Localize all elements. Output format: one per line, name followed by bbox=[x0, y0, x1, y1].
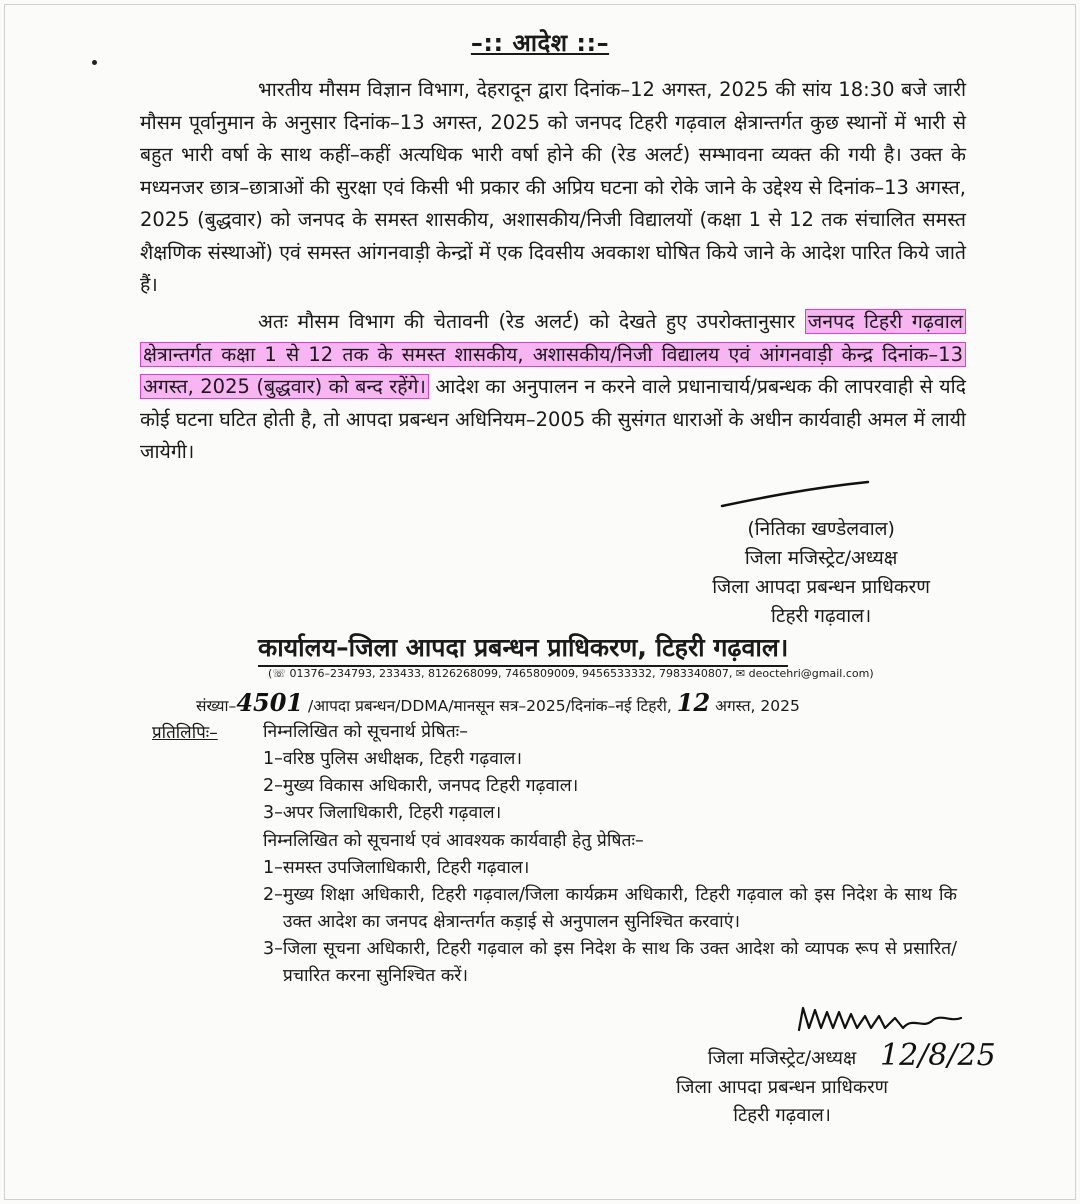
list-item: 2–मुख्य विकास अधिकारी, जनपद टिहरी गढ़वाल। bbox=[263, 776, 579, 796]
copy-intro-2: निम्नलिखित को सूचनार्थ एवं आवश्यक कार्यवाही हेतु प्रेषितः– bbox=[263, 831, 644, 851]
list-item bbox=[263, 936, 957, 990]
copy-list-action bbox=[263, 828, 957, 990]
office-contact: (☏ 01376–234793, 233433, 8126268099, 7465809009, 9456533332, 7983340807, ✉ deoctehri@gmail.com) bbox=[268, 667, 874, 680]
list-item-number: 1– bbox=[263, 858, 283, 878]
copy-intro-1: निम्नलिखित को सूचनार्थ प्रेषितः– bbox=[263, 722, 468, 742]
signatory-authority: जिला आपदा प्रबन्धन प्राधिकरण bbox=[712, 576, 930, 598]
list-item-number: 2– bbox=[263, 885, 283, 905]
signatory-block-1 bbox=[712, 515, 930, 631]
copy-list-info bbox=[263, 719, 957, 827]
signatory-name: (नितिका खण्डेलवाल) bbox=[747, 518, 895, 540]
list-item bbox=[263, 882, 957, 936]
list-item-number: 3– bbox=[263, 939, 283, 959]
order-heading: –:: आदेश ::– bbox=[470, 29, 610, 57]
highlighted-closure-notice: जनपद टिहरी गढ़वाल क्षेत्रान्तर्गत कक्षा 1 से 12 तक के समस्त शासकीय, अशासकीय/निजी विद्यालय एवं आंगनवाड़ी केन्द्र दिनांक–13 अगस्त, 2025 (बुद्धवार) को बन्द रहेंगे। bbox=[140, 309, 966, 399]
ref-middle: /आपदा प्रबन्धन/DDMA/मानसून सत्र–2025/दिनांक–नई टिहरी, bbox=[308, 697, 672, 715]
list-item: 1–वरिष्ठ पुलिस अधीक्षक, टिहरी गढ़वाल। bbox=[263, 749, 523, 769]
paragraph-2-prefix: अतः मौसम विभाग की चेतावनी (रेड अलर्ट) को देखते हुए उपरोक्तानुसार bbox=[258, 310, 796, 333]
ref-label: संख्या– bbox=[196, 697, 237, 715]
signatory-district: टिहरी गढ़वाल। bbox=[770, 605, 872, 627]
handwritten-date: 12/8/25 bbox=[880, 1038, 996, 1073]
list-item: 3–अपर जिलाधिकारी, टिहरी गढ़वाल। bbox=[263, 803, 502, 823]
margin-dot bbox=[92, 60, 97, 65]
ref-number-handwritten: 4501 bbox=[236, 688, 304, 717]
list-item bbox=[263, 855, 957, 882]
ref-suffix: अगस्त, 2025 bbox=[715, 697, 800, 715]
signature-scrawl-2 bbox=[795, 1000, 965, 1036]
ref-day-handwritten: 12 bbox=[676, 688, 711, 717]
reference-line bbox=[196, 688, 800, 717]
signatory-designation: जिला मजिस्ट्रेट/अध्यक्ष bbox=[744, 547, 898, 569]
signatory-authority: जिला आपदा प्रबन्धन प्राधिकरण bbox=[676, 1076, 889, 1098]
office-title: कार्यालय–जिला आपदा प्रबन्धन प्राधिकरण, टिहरी गढ़वाल। bbox=[258, 630, 788, 667]
order-paragraph-1: भारतीय मौसम विज्ञान विभाग, देहरादून द्वारा दिनांक–12 अगस्त, 2025 की सांय 18:30 बजे जारी मौसम पूर्वानुमान के अनुसार दिनांक–13 अगस्त, 2025 को जनपद टिहरी गढ़वाल क्षेत्रान्तर्गत कुछ स्थानों में भारी से बहुत भारी वर्षा के साथ कहीं–कहीं अत्यधिक भारी वर्षा होने की (रेड अलर्ट) सम्भावना व्यक्त की गयी है। उक्त के मध्यनजर छात्र–छात्राओं की सुरक्षा एवं किसी भी प्रकार की अप्रिय घटना को रोके जाने के उद्देश्य से दिनांक–13 अगस्त, 2025 (बुद्धवार) को जनपद के समस्त शासकीय, अशासकीय/निजी विद्यालयों (कक्षा 1 से 12 तक संचालित समस्त शैक्षणिक संस्थाओं) एवं समस्त आंगनवाड़ी केन्द्रों में एक दिवसीय अवकाश घोषित किये जाने के आदेश पारित किये जाते हैं। bbox=[140, 78, 966, 296]
list-item-text: मुख्य शिक्षा अधिकारी, टिहरी गढ़वाल/जिला कार्यक्रम अधिकारी, टिहरी गढ़वाल को इस निदेश के साथ कि उक्त आदेश का जनपद क्षेत्रान्तर्गत कड़ाई से अनुपालन सुनिश्चित करवाएं। bbox=[282, 885, 957, 932]
signatory-district: टिहरी गढ़वाल। bbox=[733, 1105, 831, 1126]
order-paragraph-2 bbox=[140, 306, 966, 469]
copy-to-label: प्रतिलिपिः– bbox=[152, 723, 218, 743]
signature-stroke-1 bbox=[720, 480, 870, 508]
list-item-text: जिला सूचना अधिकारी, टिहरी गढ़वाल को इस निदेश के साथ कि उक्त आदेश को व्यापक रूप से प्रसारित/प्रचारित करना सुनिश्चित करें। bbox=[282, 939, 957, 986]
list-item-text: समस्त उपजिलाधिकारी, टिहरी गढ़वाल। bbox=[282, 858, 530, 878]
signatory-designation: जिला मजिस्ट्रेट/अध्यक्ष bbox=[707, 1048, 857, 1069]
paragraph-2-suffix: आदेश का अनुपालन न करने वाले प्रधानाचार्य/प्रबन्धक की लापरवाही से यदि कोई घटना घटित होती है, तो आपदा प्रबन्धन अधिनियम–2005 की सुसंगत धाराओं के अधीन कार्यवाही अमल में लायी जायेगी। bbox=[140, 375, 967, 463]
signatory-block-2 bbox=[676, 1045, 888, 1131]
